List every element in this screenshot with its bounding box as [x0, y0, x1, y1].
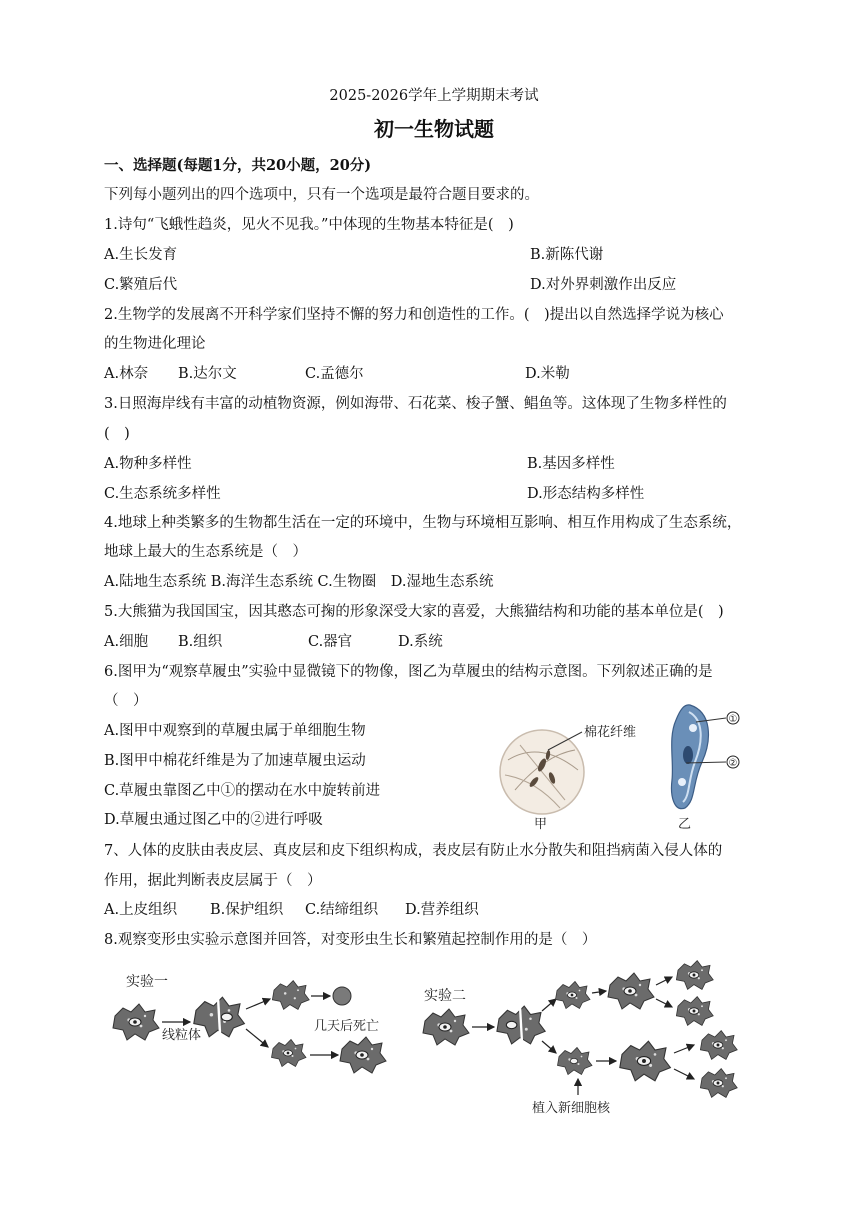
- microscope-field-image: [500, 730, 584, 814]
- caption-jia: 甲: [534, 817, 548, 832]
- q5-option-c: C.器官: [308, 634, 353, 650]
- q2-option-c: C.孟德尔: [305, 366, 364, 382]
- label-experiment-1: 实验一: [126, 974, 168, 990]
- q5-option-a: A.细胞: [104, 634, 149, 650]
- amoeba-exp2-nucleated: [556, 982, 591, 1009]
- amoeba-exp2-grown: [608, 973, 654, 1009]
- amoeba-exp1-cut: [194, 997, 245, 1037]
- q1-option-b: B.新陈代谢: [530, 247, 604, 263]
- label-implant-nucleus: 植入新细胞核: [532, 1101, 611, 1116]
- paramecium-figure: [490, 700, 790, 835]
- q7-option-c: C.结缔组织: [305, 902, 379, 918]
- q3-option-d: D.形态结构多样性: [527, 486, 645, 502]
- label-cotton-fiber: 棉花纤维: [584, 725, 637, 740]
- q4-stem-line1: 4.地球上种类繁多的生物都生活在一定的环境中，生物与环境相互影响、相互作用构成了生态系统，: [104, 515, 742, 531]
- q4-options: A.陆地生态系统 B.海洋生态系统 C.生物圈 D.湿地生态系统: [104, 574, 494, 590]
- amoeba-exp2-daughter-2: [676, 997, 713, 1026]
- section-instruction: 下列每小题列出的四个选项中，只有一个选项是最符合题目要求的。: [104, 187, 539, 203]
- amoeba-exp1-grown: [340, 1037, 386, 1073]
- amoeba-exp2-reconstructed: [620, 1041, 671, 1081]
- q2-option-d: D.米勒: [525, 366, 570, 382]
- q3-option-b: B.基因多样性: [527, 456, 615, 472]
- label-circle-2: ②: [728, 758, 738, 769]
- amoeba-exp2-daughter-4: [700, 1069, 737, 1098]
- q1-option-a: A.生长发育: [104, 247, 178, 263]
- exam-title: 初一生物试题: [374, 117, 494, 141]
- amoeba-exp2-start: [423, 1009, 469, 1045]
- amoeba-exp1-start: [113, 1004, 159, 1040]
- label-mitochondria: 线粒体: [162, 1028, 202, 1043]
- q7-option-d: D.营养组织: [405, 902, 479, 918]
- amoeba-experiment-figure: [100, 955, 780, 1130]
- q5-option-d: D.系统: [398, 634, 443, 650]
- q2-stem-line2: 的生物进化理论: [104, 336, 206, 352]
- amoeba-exp1-no-nucleus: [272, 981, 309, 1010]
- amoeba-exp1-nucleated: [272, 1040, 307, 1067]
- q1-option-c: C.繁殖后代: [104, 277, 178, 293]
- q2-option-b: B.达尔文: [178, 366, 237, 382]
- q6-option-d: D.草履虫通过图乙中的②进行呼吸: [104, 812, 323, 828]
- q7-option-b: B.保护组织: [210, 902, 284, 918]
- q6-option-c: C.草履虫靠图乙中①的摆动在水中旋转前进: [104, 783, 381, 799]
- q6-option-a: A.图甲中观察到的草履虫属于单细胞生物: [104, 723, 366, 739]
- q2-stem-line1: 2.生物学的发展离不开科学家们坚持不懈的努力和创造性的工作。( )提出以自然选择学说为核心: [104, 307, 724, 323]
- label-experiment-2: 实验二: [424, 988, 466, 1004]
- q3-option-a: A.物种多样性: [104, 456, 192, 472]
- q3-stem-line2: ( ): [104, 426, 130, 442]
- q7-stem-line1: 7、人体的皮肤由表皮层、真皮层和皮下组织构成，表皮层有防止水分散失和阻挡病菌入侵人体的: [104, 843, 723, 859]
- q7-stem-line2: 作用，据此判断表皮层属于（ ）: [104, 873, 322, 889]
- q1-option-d: D.对外界刺激作出反应: [530, 277, 677, 293]
- q4-stem-line2: 地球上最大的生态系统是（ ）: [104, 544, 307, 560]
- paramecium-diagram: [672, 705, 709, 809]
- q3-option-c: C.生态系统多样性: [104, 486, 221, 502]
- amoeba-exp2-daughter-1: [676, 961, 713, 990]
- label-dies-days-later: 几天后死亡: [314, 1019, 380, 1034]
- q5-option-b: B.组织: [178, 634, 223, 650]
- label-circle-1: ①: [728, 714, 738, 725]
- q7-option-a: A.上皮组织: [104, 902, 178, 918]
- q6-stem-line1: 6.图甲为“观察草履虫”实验中显微镜下的物像，图乙为草履虫的结构示意图。下列叙述正确的是: [104, 664, 713, 680]
- amoeba-exp2-cut: [497, 1006, 545, 1044]
- q5-stem: 5.大熊猫为我国国宝，因其憨态可掬的形象深受大家的喜爱，大熊猫结构和功能的基本单位是( ): [104, 604, 724, 620]
- caption-yi: 乙: [678, 817, 692, 832]
- q2-option-a: A.林奈: [104, 366, 149, 382]
- q3-stem-line1: 3.日照海岸线有丰富的动植物资源，例如海带、石花菜、梭子蟹、鲳鱼等。这体现了生物多样性的: [104, 396, 727, 412]
- amoeba-exp2-no-nucleus: [558, 1048, 593, 1075]
- dead-cell-icon: [333, 987, 351, 1005]
- section-heading: 一、选择题(每题1分，共20小题，20分): [104, 157, 372, 174]
- q6-stem-line2: （ ）: [104, 693, 148, 709]
- q6-option-b: B.图甲中棉花纤维是为了加速草履虫运动: [104, 753, 366, 769]
- exam-subtitle: 2025-2026学年上学期期末考试: [329, 88, 539, 104]
- q1-stem: 1.诗句“飞蛾性趋炎，见火不见我。”中体现的生物基本特征是( ): [104, 217, 514, 233]
- amoeba-exp2-daughter-3: [700, 1031, 737, 1060]
- q8-stem: 8.观察变形虫实验示意图并回答，对变形虫生长和繁殖起控制作用的是（ ）: [104, 932, 597, 948]
